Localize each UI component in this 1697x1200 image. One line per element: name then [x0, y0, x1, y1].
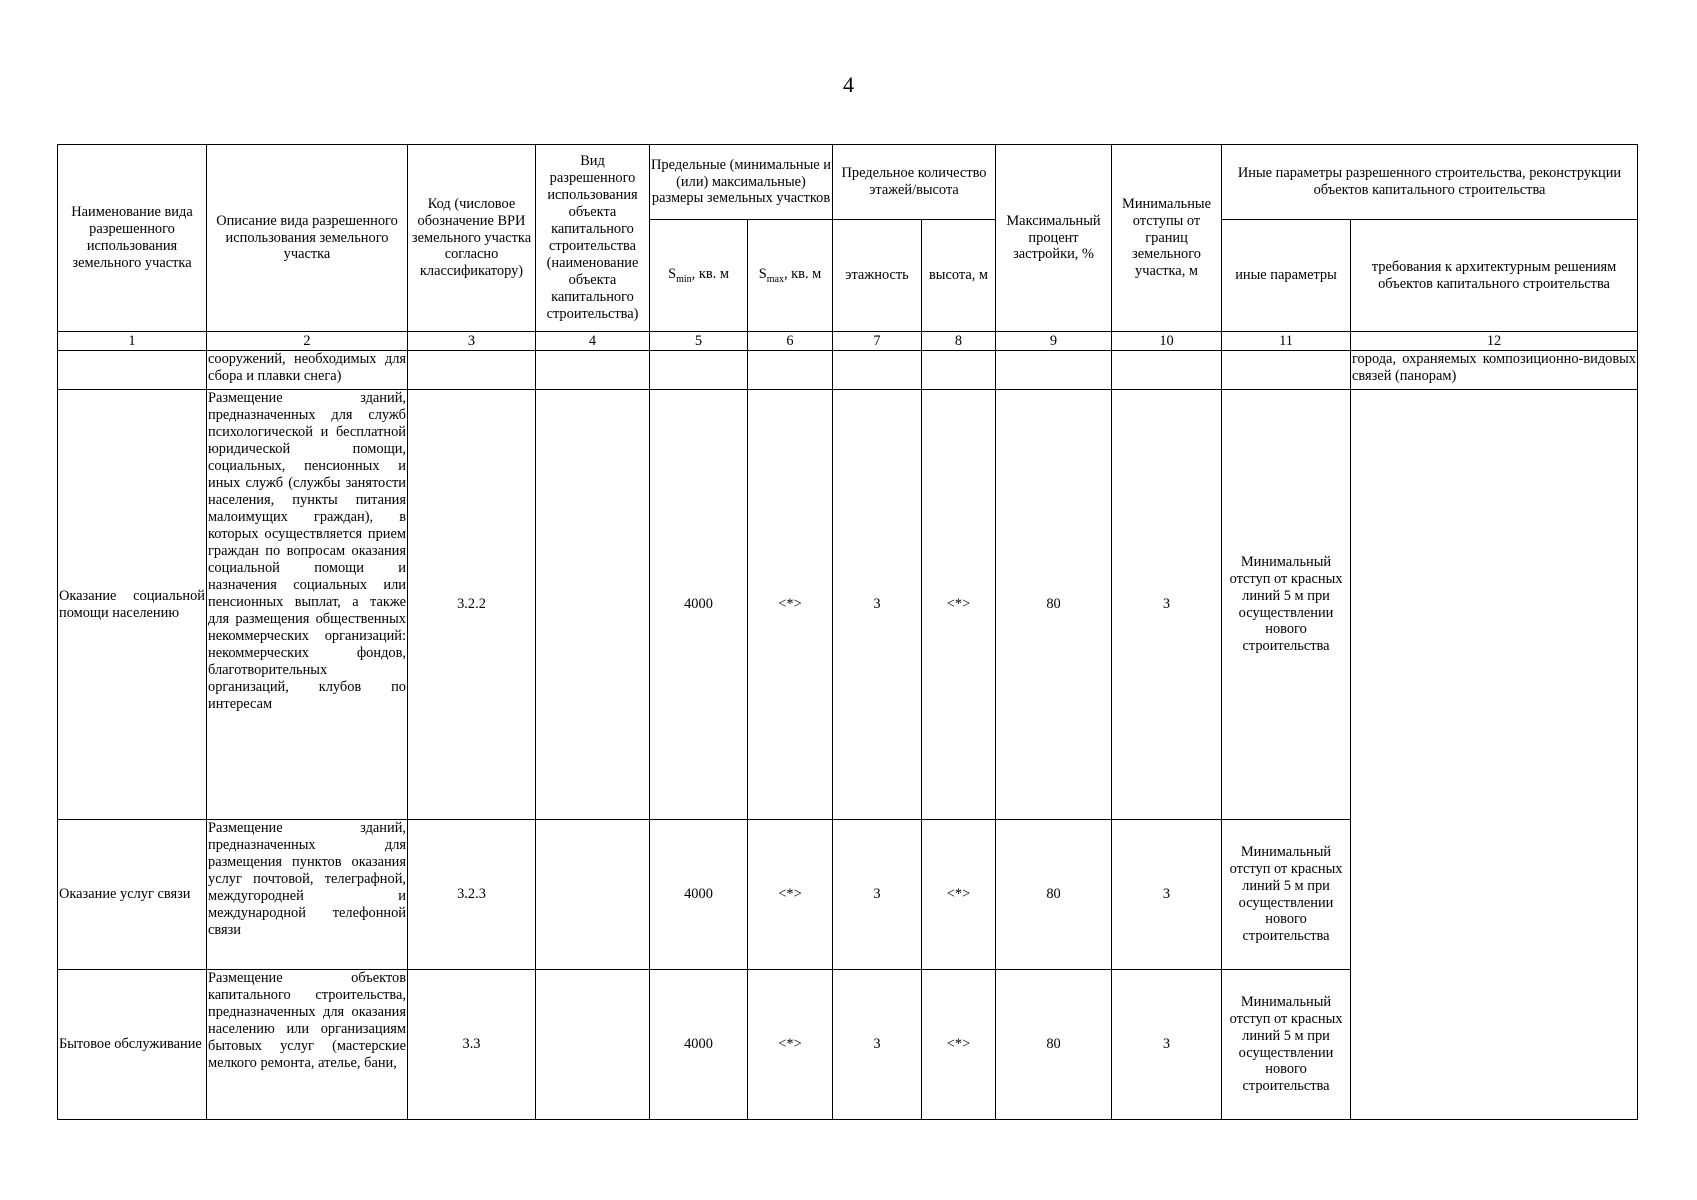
- row-other-params: Минимальный отступ от красных линий 5 м при осуществлении нового строительства: [1222, 970, 1351, 1120]
- header-s-min: $S_{min}$, кв. м: [650, 220, 748, 332]
- column-number: 9: [996, 332, 1112, 351]
- column-number: 1: [58, 332, 207, 351]
- column-number: 7: [833, 332, 922, 351]
- row-min-setback: 3: [1112, 390, 1222, 820]
- cont-object: [536, 351, 650, 390]
- header-floors: этажность: [833, 220, 922, 332]
- row-code: 3.2.2: [408, 390, 536, 820]
- cont-max-percent: [996, 351, 1112, 390]
- row-name: Оказание социальной помощи населению: [58, 390, 207, 820]
- column-number: 6: [748, 332, 833, 351]
- row-object: [536, 970, 650, 1120]
- column-number: 4: [536, 332, 650, 351]
- row-s-max: <*>: [748, 820, 833, 970]
- cont-code: [408, 351, 536, 390]
- cont-description: сооружений, необходимых для сбора и плавки снега): [207, 351, 408, 390]
- header-min-setback: Минимальные отступы от границ земельного участка, м: [1112, 145, 1222, 332]
- row-s-max: <*>: [748, 970, 833, 1120]
- row-floors: 3: [833, 820, 922, 970]
- column-number: 12: [1351, 332, 1638, 351]
- row-name: Бытовое обслуживание: [58, 970, 207, 1120]
- row-height: <*>: [922, 820, 996, 970]
- row-height: <*>: [922, 390, 996, 820]
- row-max-percent: 80: [996, 820, 1112, 970]
- column-number: 3: [408, 332, 536, 351]
- column-number-row: [58, 332, 1638, 351]
- column-number: 11: [1222, 332, 1351, 351]
- column-number: 5: [650, 332, 748, 351]
- row-object: [536, 390, 650, 820]
- header-height: высота, м: [922, 220, 996, 332]
- row-floors: 3: [833, 390, 922, 820]
- cont-arch-requirements: города, охраняемых композиционно-видовых связей (панорам): [1351, 351, 1638, 390]
- column-number: 8: [922, 332, 996, 351]
- row-code: 3.3: [408, 970, 536, 1120]
- row-description: Размещение зданий, предназначенных для служб психологической и бесплатной юридической помощи, социальных, пенсионных и иных служб (службы занятости населения, пункты питания малоимущих граждан), в которых осуществляется прием граждан по вопросам оказания социальной помощи и назначения социальных или пенсионных выплат, а также для размещения общественных некоммерческих организаций: некоммерческих фондов, благотворительных организаций, клубов по интересам: [207, 390, 408, 820]
- header-name: Наименование вида разрешенного использования земельного участка: [58, 145, 207, 332]
- header-other-params: иные параметры: [1222, 220, 1351, 332]
- row-name: Оказание услуг связи: [58, 820, 207, 970]
- row-arch-requirements-merged: [1351, 390, 1638, 1120]
- row-other-params: Минимальный отступ от красных линий 5 м при осуществлении нового строительства: [1222, 390, 1351, 820]
- row-code: 3.2.3: [408, 820, 536, 970]
- row-min-setback: 3: [1112, 820, 1222, 970]
- column-number: 2: [207, 332, 408, 351]
- continuation-row: [58, 351, 1638, 390]
- regulations-table: [57, 144, 1638, 1120]
- cont-s-min: [650, 351, 748, 390]
- cont-min-setback: [1112, 351, 1222, 390]
- table-row: [58, 390, 1638, 820]
- header-max-percent: Максимальный процент застройки, %: [996, 145, 1112, 332]
- column-number: 10: [1112, 332, 1222, 351]
- row-height: <*>: [922, 970, 996, 1120]
- row-max-percent: 80: [996, 970, 1112, 1120]
- cont-height: [922, 351, 996, 390]
- page-number: 4: [843, 72, 854, 97]
- row-s-min: 4000: [650, 390, 748, 820]
- row-object: [536, 820, 650, 970]
- cont-other-params: [1222, 351, 1351, 390]
- header-group-other: Иные параметры разрешенного строительства, реконструкции объектов капитального строительства: [1222, 145, 1638, 220]
- row-s-max: <*>: [748, 390, 833, 820]
- row-other-params: Минимальный отступ от красных линий 5 м при осуществлении нового строительства: [1222, 820, 1351, 970]
- header-description: Описание вида разрешенного использования земельного участка: [207, 145, 408, 332]
- header-group-sizes: Предельные (минимальные и (или) максимальные) размеры земельных участков: [650, 145, 833, 220]
- cont-name: [58, 351, 207, 390]
- header-group-floors: Предельное количество этажей/высота: [833, 145, 996, 220]
- row-min-setback: 3: [1112, 970, 1222, 1120]
- row-floors: 3: [833, 970, 922, 1120]
- row-description: Размещение зданий, предназначенных для размещения пунктов оказания услуг почтовой, телеграфной, междугородней и международной телефонной связи: [207, 820, 408, 970]
- header-object-type: Вид разрешенного использования объекта капитального строительства (наименование объекта капитального строительства): [536, 145, 650, 332]
- header-code: Код (числовое обозначение ВРИ земельного участка согласно классификатору): [408, 145, 536, 332]
- cont-s-max: [748, 351, 833, 390]
- cont-floors: [833, 351, 922, 390]
- row-description: Размещение объектов капитального строительства, предназначенных для оказания населению или организациям бытовых услуг (мастерские мелкого ремонта, ателье, бани,: [207, 970, 408, 1120]
- header-arch-requirements: требования к архитектурным решениям объектов капитального строительства: [1351, 220, 1638, 332]
- header-s-max: $S_{max}$, кв. м: [748, 220, 833, 332]
- row-s-min: 4000: [650, 970, 748, 1120]
- header-row-top: [58, 145, 1638, 220]
- row-max-percent: 80: [996, 390, 1112, 820]
- row-s-min: 4000: [650, 820, 748, 970]
